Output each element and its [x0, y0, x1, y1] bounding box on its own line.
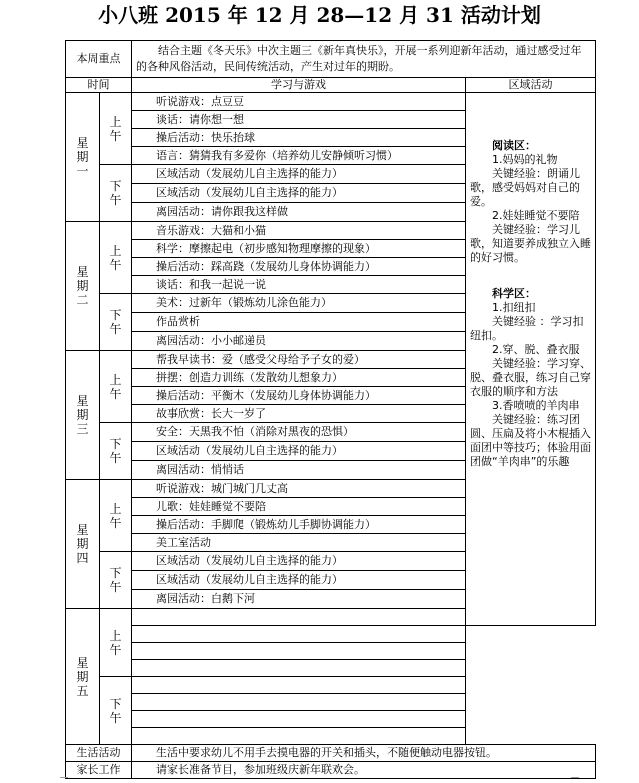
day-label-text: 星期二 — [76, 265, 89, 307]
half-day-text: 下午 — [109, 566, 122, 594]
science-item-1: 1.扣纽扣 — [492, 301, 536, 314]
life-activity-label: 生活活动 — [66, 745, 132, 762]
header-time: 时间 — [66, 78, 132, 93]
weekly-focus-text: 结合主题《冬天乐》中次主题三《新年真快乐》，开展一系列迎新年活动，通过感受过年的各种风俗活动，民间传统活动，产生对过年的期盼。 — [132, 41, 596, 78]
half-day-label-am — [100, 222, 132, 294]
half-day-label-pm — [100, 165, 132, 222]
half-day-label-am — [100, 93, 132, 165]
table-row — [66, 728, 596, 745]
page-title: 小八班 2015 年 12 月 28—12 月 31 活动计划 — [98, 3, 541, 27]
table-row — [66, 694, 596, 711]
half-day-text: 下午 — [109, 696, 122, 725]
activity-cell: 美工室活动 — [132, 534, 466, 552]
science-item-3: 3.香喷喷的羊肉串 — [492, 399, 580, 412]
activity-cell: 听说游戏：点豆豆 — [132, 93, 466, 111]
activity-cell — [132, 677, 466, 694]
day-label-text: 星期三 — [76, 394, 89, 436]
activity-cell: 操后活动：踩高跷（发展幼儿身体协调能力） — [132, 258, 466, 276]
table-row — [66, 643, 596, 660]
activity-cell — [132, 660, 466, 677]
page-corner-mark-right — [571, 777, 579, 783]
activity-cell: 帮我早读书：爱（感受父母给予子女的爱） — [132, 351, 466, 369]
activity-cell: 区域活动（发展幼儿自主选择的能力） — [132, 552, 466, 571]
activity-cell: 音乐游戏：大猫和小猫 — [132, 222, 466, 240]
half-day-label-am — [100, 609, 132, 677]
reading-item-1: 1.妈妈的礼物 — [492, 153, 558, 166]
activity-cell — [132, 643, 466, 660]
life-activity-text: 生活中要求幼儿不用手去摸电器的开关和插头，不随便触动电器按钮。 — [132, 745, 596, 762]
day-label — [66, 609, 100, 745]
activity-cell — [132, 609, 466, 626]
activity-cell: 操后活动：手脚爬（锻炼幼儿手脚协调能力） — [132, 516, 466, 534]
day-label-text: 星期四 — [76, 523, 89, 565]
activity-cell: 谈话：和我一起说一说 — [132, 276, 466, 294]
activity-cell: 离园活动：请你跟我这样做 — [132, 203, 466, 222]
half-day-label-pm — [100, 552, 132, 609]
activity-cell: 安全：天黑我不怕（消除对黑夜的恐惧） — [132, 423, 466, 442]
reading-item-2: 2.娃娃睡觉不要陪 — [492, 209, 580, 222]
table-row — [66, 660, 596, 677]
activity-cell — [132, 711, 466, 728]
activity-cell: 区域活动（发展幼儿自主选择的能力） — [132, 165, 466, 184]
page-corner-mark-left — [60, 777, 68, 783]
reading-item-2-experience: 关键经验：学习儿歌，知道要养成独立入睡的好习惯。 — [470, 223, 591, 264]
day-label — [66, 93, 100, 222]
science-item-2-experience: 关键经验：学习穿、脱、叠衣服，练习自己穿衣服的顺序和方法 — [470, 357, 591, 398]
reading-item-1-experience: 关键经验：朗诵儿歌，感受妈妈对自己的爱。 — [470, 167, 580, 208]
area-activities-cell — [466, 93, 596, 626]
header-area: 区域活动 — [466, 78, 596, 93]
day-label — [66, 480, 100, 609]
activity-plan-table — [65, 40, 596, 779]
activity-cell: 离园活动：悄悄话 — [132, 461, 466, 480]
half-day-text: 上午 — [109, 628, 122, 657]
table-row — [66, 711, 596, 728]
day-label — [66, 222, 100, 351]
half-day-text: 上午 — [109, 501, 122, 530]
day-label-text: 星期五 — [76, 655, 89, 698]
half-day-text: 上午 — [109, 372, 122, 401]
science-area-title: 科学区： — [492, 287, 536, 300]
science-item-3-experience: 关键经验：练习团圆、压扁及将小木棍插入面团中等技巧；体验用面团做“羊肉串”的乐趣 — [470, 413, 591, 468]
activity-cell — [132, 728, 466, 745]
weekly-focus-label: 本周重点 — [66, 41, 132, 78]
half-day-text: 下午 — [109, 437, 122, 465]
activity-cell: 作品赏析 — [132, 313, 466, 332]
half-day-text: 上午 — [109, 243, 122, 272]
activity-cell — [132, 694, 466, 711]
weekly-focus-row — [66, 41, 596, 78]
parent-work-label: 家长工作 — [66, 762, 132, 779]
activity-cell: 谈话：请你想一想 — [132, 111, 466, 129]
day-label — [66, 351, 100, 480]
half-day-label-pm — [100, 423, 132, 480]
activity-cell: 语言：猜猜我有多爱你（培养幼儿安静倾听习惯） — [132, 147, 466, 165]
table-row — [66, 93, 596, 111]
half-day-label-pm — [100, 677, 132, 745]
activity-cell: 儿歌：娃娃睡觉不要陪 — [132, 498, 466, 516]
table-row — [66, 626, 596, 643]
day-label-text: 星期一 — [76, 136, 89, 178]
activity-cell: 操后活动：平衡木（发展幼儿身体协调能力） — [132, 387, 466, 405]
activity-cell: 故事欣赏：长大一岁了 — [132, 405, 466, 423]
activity-cell: 听说游戏：城门城门几丈高 — [132, 480, 466, 498]
parent-work-row — [66, 762, 596, 779]
activity-cell: 区域活动（发展幼儿自主选择的能力） — [132, 571, 466, 590]
activity-cell: 区域活动（发展幼儿自主选择的能力） — [132, 442, 466, 461]
activity-cell: 区域活动（发展幼儿自主选择的能力） — [132, 184, 466, 203]
activity-cell: 科学：摩擦起电（初步感知物理摩擦的现象） — [132, 240, 466, 258]
activity-cell: 离园活动：白鹅下河 — [132, 590, 466, 609]
activity-cell: 拼摆：创造力训练（发散幼儿想象力） — [132, 369, 466, 387]
half-day-text: 下午 — [109, 179, 122, 207]
half-day-label-am — [100, 351, 132, 423]
activity-cell: 离园活动：小小邮递员 — [132, 332, 466, 351]
half-day-label-pm — [100, 294, 132, 351]
activity-cell — [132, 626, 466, 643]
parent-work-text: 请家长准备节目，参加班级庆新年联欢会。 — [132, 762, 596, 779]
reading-area-title: 阅读区： — [492, 139, 536, 152]
life-activity-row — [66, 745, 596, 762]
table-row — [66, 677, 596, 694]
header-row — [66, 78, 596, 93]
activity-cell: 美术：过新年（锻炼幼儿涂色能力） — [132, 294, 466, 313]
half-day-text: 上午 — [109, 114, 122, 143]
science-item-2: 2.穿、脱、叠衣服 — [492, 343, 580, 356]
activity-cell: 操后活动：快乐抬球 — [132, 129, 466, 147]
half-day-text: 下午 — [109, 308, 122, 336]
header-learning: 学习与游戏 — [132, 78, 466, 93]
half-day-label-am — [100, 480, 132, 552]
science-item-1-experience: 关键经验 ：学习扣纽扣。 — [470, 315, 584, 342]
